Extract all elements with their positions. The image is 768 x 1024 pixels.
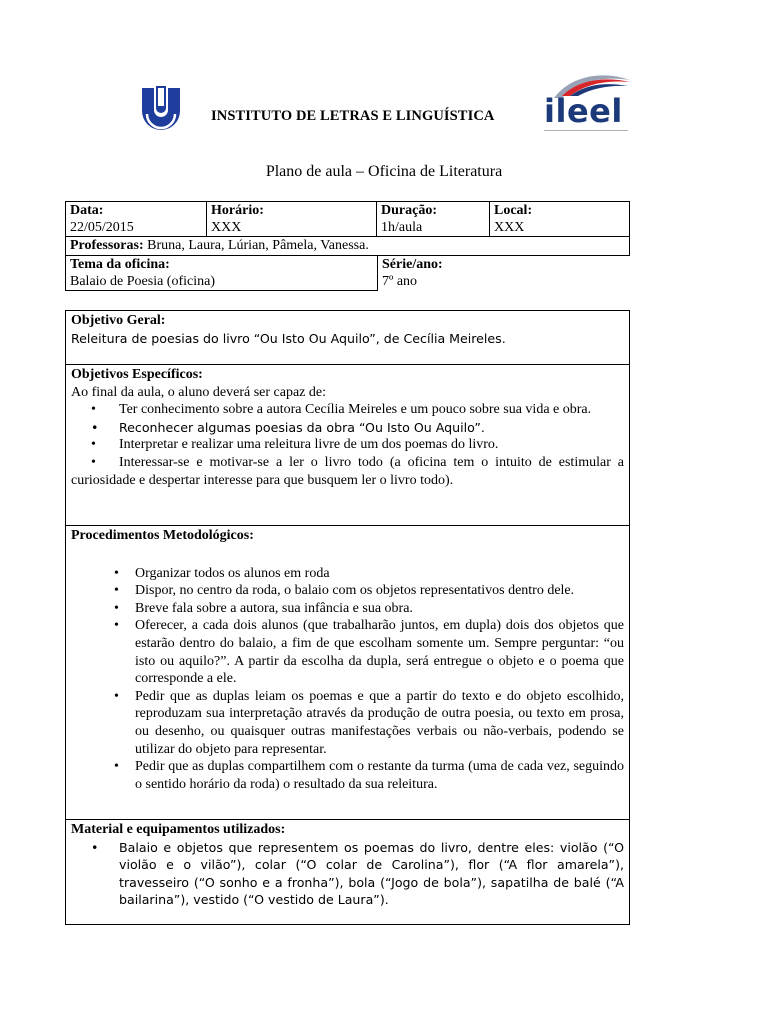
duration-value: 1h/aula [381, 220, 423, 235]
ileel-underline-icon [544, 128, 636, 134]
info-row-schedule [66, 202, 630, 237]
materials-section [66, 819, 629, 924]
specific-objectives-section [66, 364, 629, 525]
list-item: • Pedir que as duplas leiam os poemas e que a partir do texto e do objeto escolhido, reproduzam sua interpretação através da produção de outra poesia, ou texto em prosa, ou desenho, ou quaisquer outras manifestações verbais ou não-verbais, podendo se utilizar do objeto para representar. [135, 688, 624, 758]
date-label: Data: [70, 203, 104, 218]
theme-value: Balaio de Poesia (oficina) [70, 274, 216, 289]
teachers-value: Bruna, Laura, Lúrian, Pâmela, Vanessa. [143, 238, 369, 253]
grade-label: Série/ano: [382, 257, 443, 272]
materials-title: Material e equipamentos utilizados: [71, 822, 286, 837]
ileel-logo-text: ileel [544, 92, 623, 130]
list-item: • Ter conhecimento sobre a autora Cecília Meireles e um pouco sobre sua vida e obra. [119, 401, 624, 419]
list-item: • Reconhecer algumas poesias da obra “Ou Isto Ou Aquilo”. [119, 419, 624, 437]
list-item: • Balaio e objetos que representem os poemas do livro, dentre eles: violão (“O violão e o vilão”), colar (“O colar de Carolina”), flor (“A flor amarela”), travesseiro (“O sonho e a fronha”), bola (“Jogo de bola”), sapatilha de balé (“A bailarina”), vestido (“O vestido de Laura”). [119, 839, 624, 909]
procedures-list [71, 565, 624, 794]
duration-cell [377, 202, 490, 237]
materials-list [71, 839, 624, 909]
specific-objectives-list [71, 401, 624, 489]
place-value: XXX [494, 220, 525, 235]
general-objective-section [66, 311, 629, 364]
grade-overlay [377, 256, 629, 291]
time-cell [207, 202, 377, 237]
grade-value: 7º ano [382, 274, 418, 289]
general-objective-title: Objetivo Geral: [71, 313, 166, 328]
teachers-label: Professoras: [70, 238, 144, 253]
document-title: Plano de aula – Oficina de Literatura [265, 163, 503, 180]
procedures-section [66, 525, 629, 819]
place-cell [490, 202, 630, 237]
specific-objectives-title: Objetivos Específicos: [71, 367, 203, 382]
procedures-title: Procedimentos Metodológicos: [71, 528, 254, 543]
list-item: • Interpretar e realizar uma releitura livre de um dos poemas do livro. [119, 436, 624, 454]
date-cell [66, 202, 207, 237]
ufu-logo-icon [138, 84, 184, 130]
duration-label: Duração: [381, 203, 437, 218]
date-value: 22/05/2015 [70, 220, 134, 235]
theme-label: Tema da oficina: [70, 257, 170, 272]
list-item: • Dispor, no centro da roda, o balaio com os objetos representativos dentro dele. [135, 582, 624, 600]
teachers-cell [66, 237, 630, 256]
list-item: • Pedir que as duplas compartilhem com o restante da turma (uma de cada vez, seguindo o sentido horário da roda) o resultado da sua releitura. [135, 758, 624, 793]
list-item: • Oferecer, a cada dois alunos (que trabalharão juntos, em dupla) dois dos objetos que estarão dentro do balaio, a fim de que escolham somente um. Sempre perguntar: “ou isto ou aquilo?”. A partir da escolha da dupla, será entregue o objeto e o poema que corresponde a ele. [135, 617, 624, 687]
list-item: • Breve fala sobre a autora, sua infância e sua obra. [135, 600, 624, 618]
institute-name: INSTITUTO DE LETRAS E LINGUÍSTICA [211, 108, 495, 124]
place-label: Local: [494, 203, 533, 218]
specific-objectives-intro: Ao final da aula, o aluno deverá ser capaz de: [71, 384, 326, 400]
info-row-teachers [66, 237, 630, 256]
page-header [0, 64, 768, 144]
time-value: XXX [211, 220, 242, 235]
list-item: • Organizar todos os alunos em roda [135, 565, 624, 583]
general-objective-text: Releitura de poesias do livro “Ou Isto Ou Aquilo”, de Cecília Meireles. [71, 330, 506, 346]
lesson-plan-body [65, 310, 630, 925]
ileel-logo [540, 70, 632, 134]
list-item: • Interessar-se e motivar-se a ler o livro todo (a oficina tem o intuito de estimular a curiosidade e despertar interesse para que busquem ler o livro todo). [71, 454, 624, 489]
time-label: Horário: [211, 203, 264, 218]
